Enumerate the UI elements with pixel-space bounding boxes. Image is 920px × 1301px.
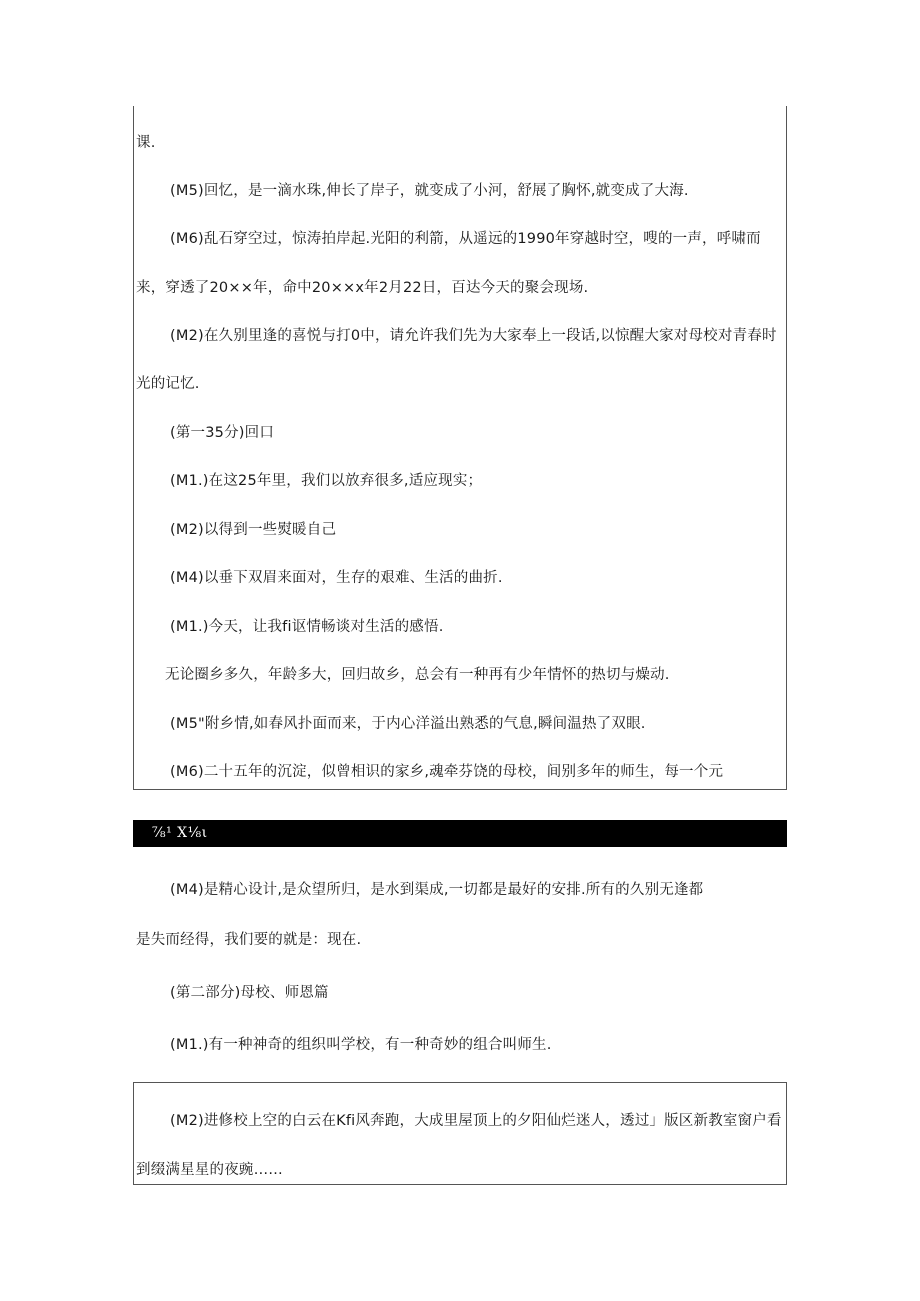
text-line: (M5)回忆，是一滴水珠,伸长了岸子，就变成了小河，舒展了胸怀,就变成了大海.	[170, 183, 689, 199]
text-line: (第一35分)回口	[170, 425, 275, 441]
text-line: (M1.)在这25年里，我们以放弃很多,适应现实；	[170, 473, 483, 489]
text-line: 来，穿透了20××年，命中20××x年2月22日，百达今天的聚会现场.	[136, 280, 589, 296]
text-line: (M2)在久别里逢的喜悦与打0中，请允许我们先为大家奉上一段话,以惊醒大家对母校对青春时	[170, 328, 777, 344]
text-line: 课.	[136, 135, 156, 151]
text-line: (M1.)有一种神奇的组织叫学校，有一种奇妙的组合叫师生.	[170, 1037, 552, 1053]
text-line: (M4)以垂下双眉来面对，生存的艰难、生活的曲折.	[170, 570, 503, 586]
text-line: 无论圈乡多久，年龄多大，回归故乡，总会有一种再有少年情怀的热切与燥动.	[165, 667, 670, 683]
black-banner	[133, 820, 787, 847]
text-line: (M4)是精心设计,是众望所归，是水到渠成,一切都是最好的安排.所有的久别无逢都	[170, 882, 704, 898]
text-line: 到缀满星星的夜豌……	[136, 1162, 283, 1178]
text-line: 光的记忆.	[136, 376, 200, 392]
banner-text: ⅞¹ X⅛ι	[152, 825, 208, 841]
text-line: (M5"附乡情,如春风扑面而来，于内心洋溢出熟悉的气息,瞬间温热了双眼.	[170, 716, 646, 732]
text-line: (M6)乱石穿空过，惊涛拍岸起.光阳的利箭，从遥远的1990年穿越时空，嗖的一声，呼啸而	[170, 231, 761, 247]
text-line: 是失而经得，我们要的就是：现在.	[136, 932, 362, 948]
text-line: (M2)以得到一些熨暖自己	[170, 522, 337, 538]
text-line: (第二部分)母校、师恩篇	[170, 985, 329, 1001]
page-frame-top	[133, 106, 787, 790]
text-line: (M6)二十五年的沉淀，似曾相识的家乡,魂牵芬饶的母校，间别多年的师生，每一个元	[170, 764, 724, 780]
text-line: (M1.)今天，让我fi讴情畅谈对生活的感悟.	[170, 619, 444, 635]
text-line: (M2)进修校上空的白云在Kfi风奔跑，大成里屋顶上的夕阳仙烂迷人，透过」版区新教室窗户看	[170, 1113, 782, 1129]
